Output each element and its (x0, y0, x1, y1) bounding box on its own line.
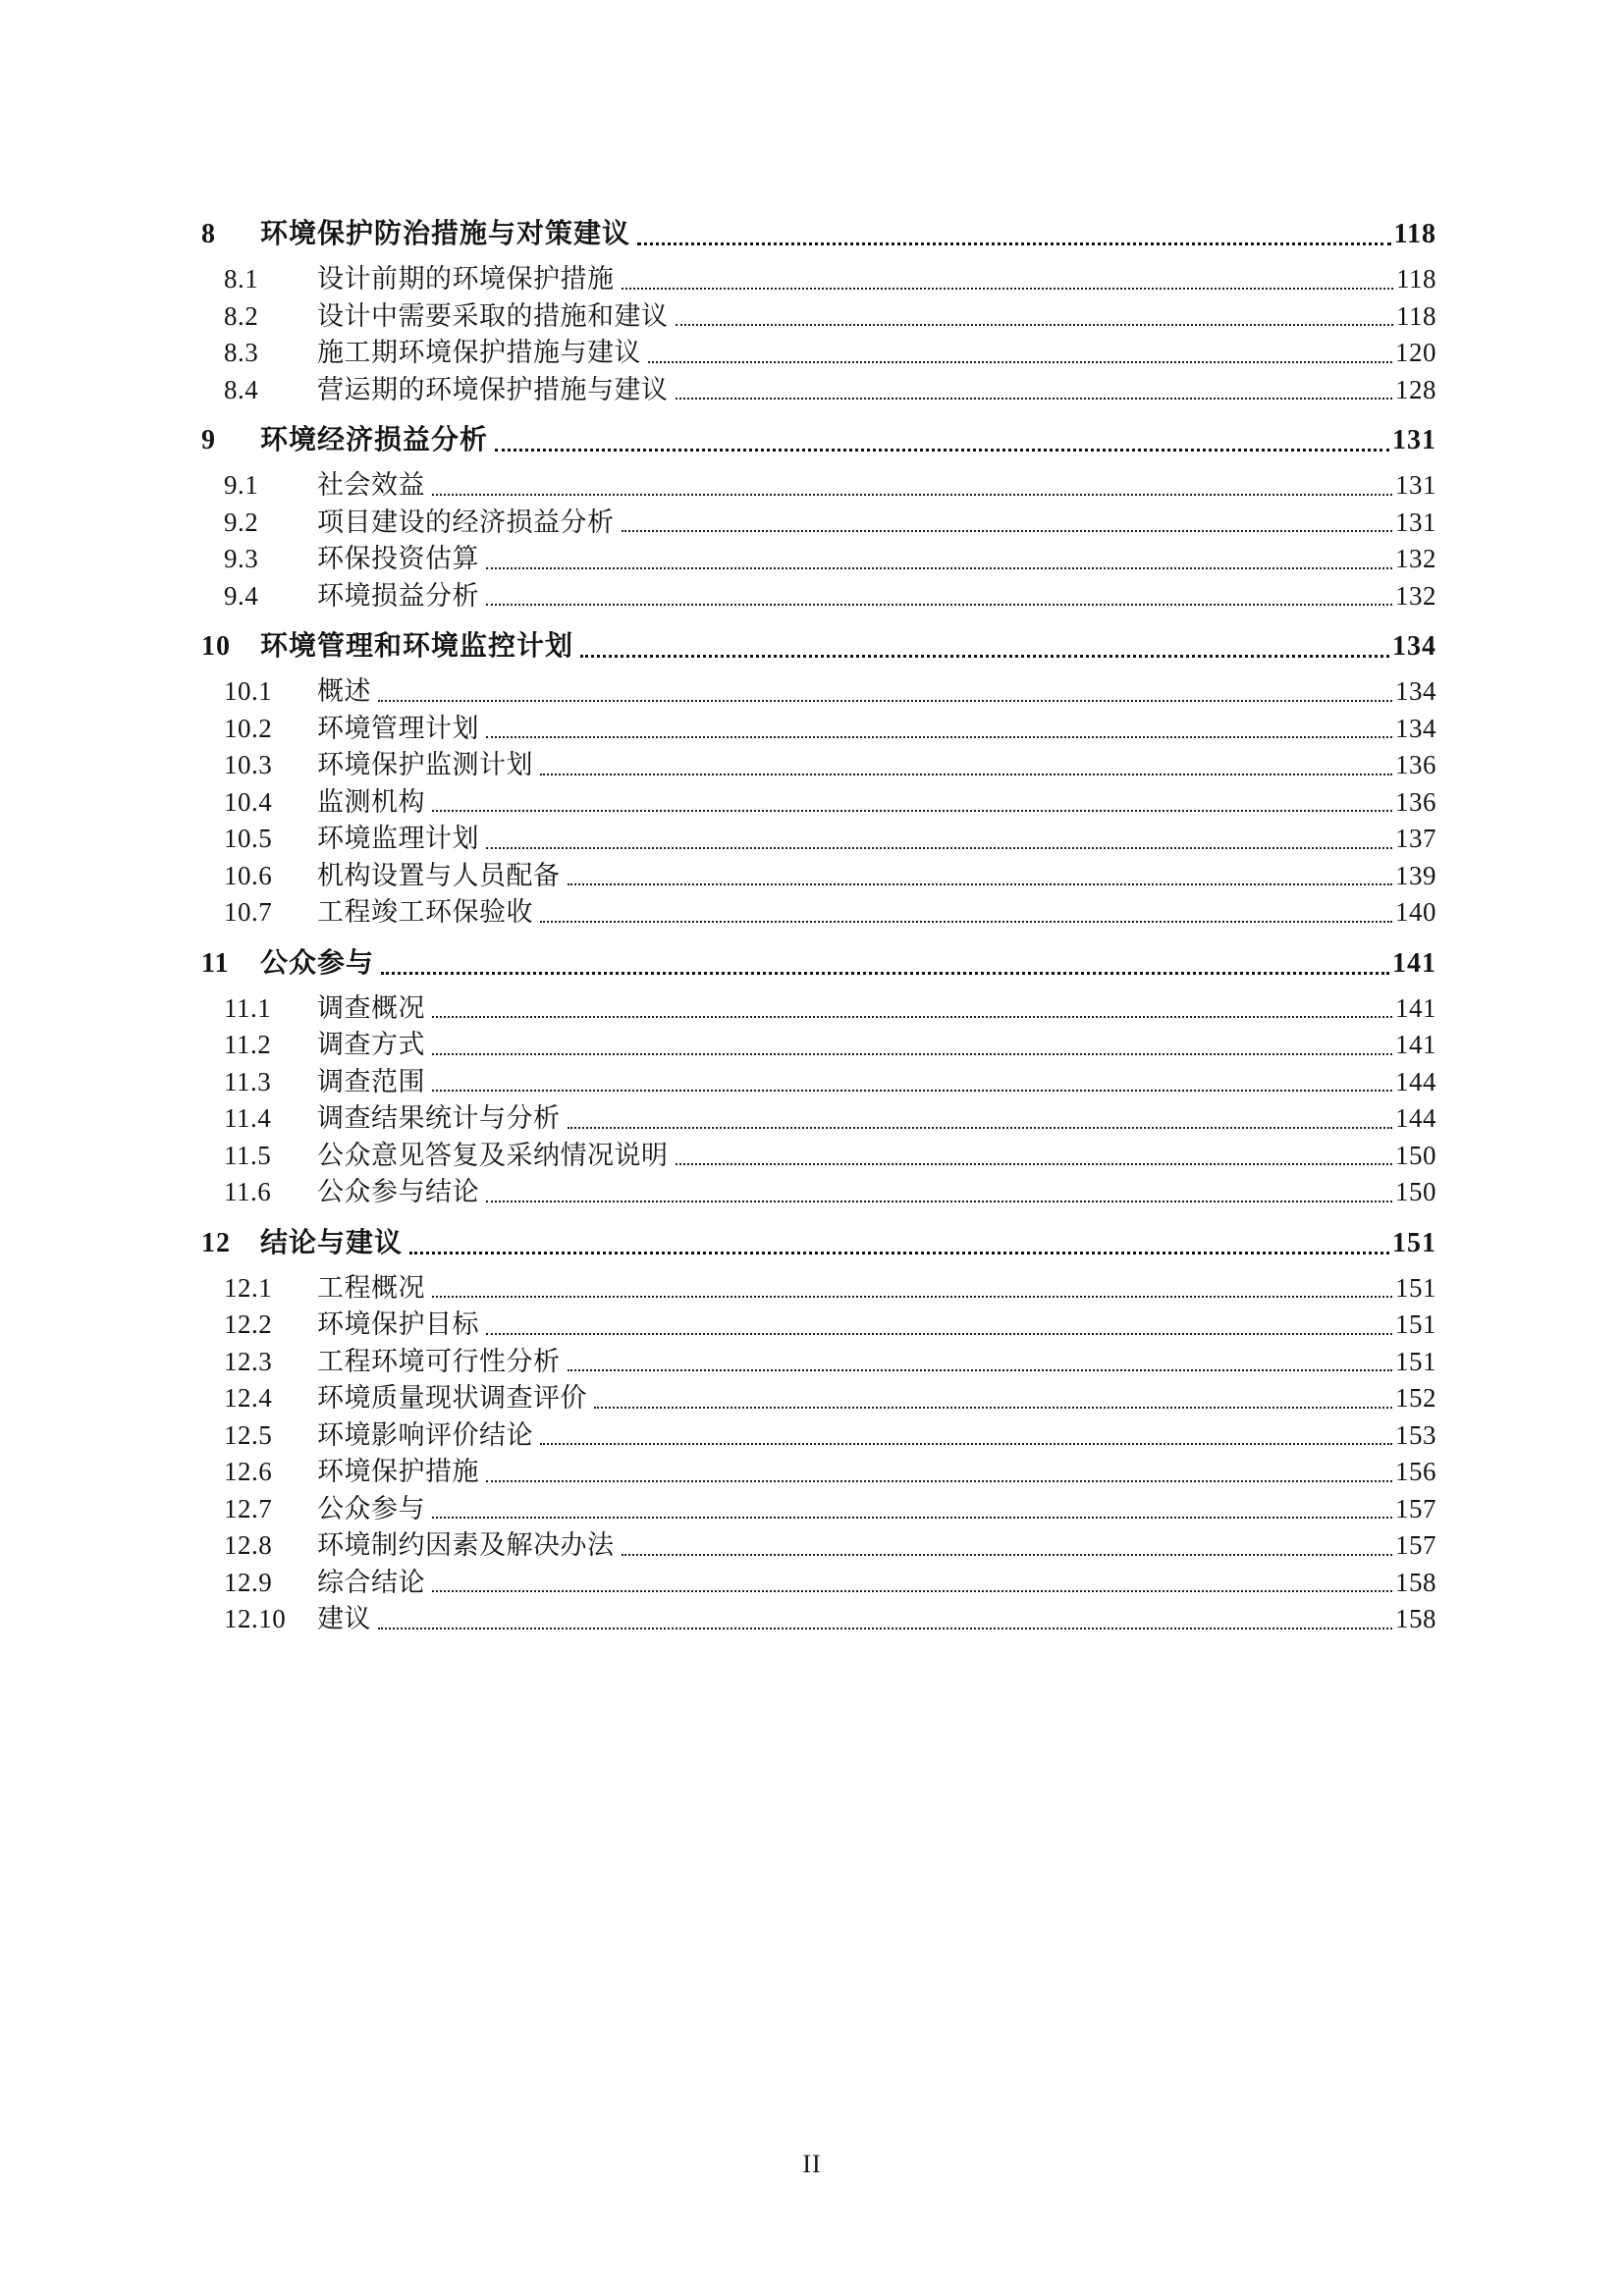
dot-leader (378, 700, 1392, 702)
toc-entry-number: 12.2 (224, 1309, 273, 1339)
toc-entry-title: 综合结论 (317, 1567, 425, 1597)
toc-chapter-row (201, 421, 1436, 460)
dot-leader (676, 1163, 1393, 1165)
toc-entry-title: 设计中需要采取的措施和建议 (317, 300, 669, 331)
toc-entry-page: 151 (1392, 1227, 1436, 1258)
toc-entry-page: 137 (1395, 824, 1436, 853)
dot-leader (432, 494, 1392, 496)
toc-entry-number: 11.3 (224, 1066, 272, 1096)
dot-leader (432, 810, 1392, 812)
toc-entry-number: 12 (201, 1227, 231, 1258)
toc-item-row (201, 541, 1436, 578)
toc-entry-page: 150 (1395, 1177, 1436, 1206)
toc-entry-page: 150 (1395, 1140, 1436, 1170)
toc-entry-title: 环境损益分析 (317, 580, 479, 611)
toc-chapter-row (201, 1224, 1436, 1263)
dot-leader (540, 1443, 1392, 1445)
toc-entry-title: 建议 (317, 1604, 371, 1633)
dot-leader (486, 604, 1392, 606)
toc-entry-number: 9.1 (224, 470, 259, 500)
toc-entry-title: 环境保护目标 (317, 1309, 479, 1339)
toc-entry-page: 131 (1395, 470, 1436, 500)
toc-entry-title: 环境经济损益分析 (260, 425, 489, 455)
toc-item-row (201, 858, 1436, 895)
toc-entry-title: 设计前期的环境保护措施 (317, 264, 615, 294)
toc-item-row (201, 711, 1436, 748)
toc-item-row (201, 1270, 1436, 1308)
toc-entry-page: 144 (1395, 1066, 1436, 1096)
toc-entry-page: 134 (1395, 713, 1436, 743)
toc-item-row (201, 1454, 1436, 1491)
toc-entry-number: 12.8 (224, 1530, 273, 1560)
toc-entry-page: 152 (1395, 1383, 1436, 1413)
toc-item-row (201, 1417, 1436, 1455)
toc-entry-page: 136 (1395, 786, 1436, 817)
toc-item-row (201, 747, 1436, 784)
toc-entry-title: 社会效益 (317, 470, 425, 500)
dot-leader (594, 1407, 1392, 1409)
table-of-contents (201, 202, 1436, 1638)
dot-leader (381, 972, 1389, 975)
toc-item-row (201, 673, 1436, 711)
dot-leader (568, 1369, 1393, 1371)
toc-entry-number: 10.2 (224, 713, 273, 743)
toc-entry-title: 环境影响评价结论 (317, 1419, 533, 1450)
toc-entry-title: 调查方式 (317, 1030, 425, 1059)
toc-entry-title: 公众参与结论 (317, 1177, 479, 1206)
toc-chapter-row (201, 944, 1436, 984)
toc-entry-page: 131 (1395, 507, 1436, 537)
footer-page-number: II (802, 2150, 822, 2178)
dot-leader (637, 242, 1391, 245)
toc-entry-page: 158 (1395, 1604, 1436, 1633)
toc-entry-title: 环境保护措施 (317, 1457, 479, 1486)
toc-item-row (201, 335, 1436, 372)
toc-entry-title: 施工期环境保护措施与建议 (317, 338, 641, 367)
toc-entry-page: 153 (1395, 1419, 1436, 1450)
toc-entry-title: 环境质量现状调查评价 (317, 1383, 587, 1413)
toc-entry-number: 12.5 (224, 1419, 273, 1450)
toc-entry-page: 151 (1395, 1346, 1436, 1376)
toc-entry-number: 8.4 (224, 374, 259, 404)
toc-entry-number: 12.4 (224, 1383, 273, 1413)
toc-entry-title: 环保投资估算 (317, 544, 479, 573)
toc-item-row (201, 1100, 1436, 1138)
toc-entry-page: 144 (1395, 1103, 1436, 1133)
toc-entry-number: 10 (201, 631, 231, 662)
dot-leader (409, 1252, 1389, 1255)
toc-entry-title: 环境监理计划 (317, 824, 479, 853)
toc-entry-page: 120 (1395, 338, 1436, 367)
toc-entry-number: 12.3 (224, 1346, 273, 1376)
toc-entry-title: 调查概况 (317, 992, 425, 1023)
toc-entry-page: 158 (1395, 1567, 1436, 1597)
toc-entry-title: 调查范围 (317, 1066, 425, 1096)
toc-entry-number: 9 (201, 425, 216, 455)
toc-item-row (201, 1064, 1436, 1101)
toc-entry-title: 环境保护防治措施与对策建议 (260, 219, 631, 249)
toc-item-row (201, 1307, 1436, 1344)
toc-entry-number: 8.2 (224, 300, 259, 331)
toc-entry-number: 9.3 (224, 544, 259, 573)
toc-entry-number: 12.9 (224, 1567, 273, 1597)
toc-entry-page: 151 (1395, 1272, 1436, 1303)
toc-entry-number: 8.1 (224, 264, 259, 294)
dot-leader (540, 774, 1392, 775)
dot-leader (495, 449, 1389, 452)
toc-entry-number: 8.3 (224, 338, 259, 367)
toc-entry-page: 128 (1395, 374, 1436, 404)
toc-entry-title: 调查结果统计与分析 (317, 1103, 561, 1133)
toc-entry-number: 10.4 (224, 786, 273, 817)
toc-entry-number: 11.5 (224, 1140, 272, 1170)
dot-leader (568, 1127, 1393, 1129)
toc-item-row (201, 1380, 1436, 1417)
toc-entry-page: 118 (1396, 300, 1436, 331)
dot-leader (432, 1296, 1392, 1298)
toc-entry-title: 工程竣工环保验收 (317, 897, 533, 927)
dot-leader (432, 1053, 1392, 1055)
toc-item-row (201, 372, 1436, 409)
toc-entry-page: 132 (1395, 580, 1436, 611)
toc-item-row (201, 1527, 1436, 1565)
toc-entry-title: 营运期的环境保护措施与建议 (317, 374, 669, 404)
toc-entry-title: 公众参与 (260, 947, 375, 979)
toc-item-row (201, 1491, 1436, 1528)
toc-entry-number: 10.7 (224, 897, 273, 927)
dot-leader (676, 324, 1394, 326)
toc-item-row (201, 1138, 1436, 1175)
toc-item-row (201, 1174, 1436, 1211)
dot-leader (432, 1016, 1392, 1018)
toc-entry-page: 156 (1395, 1457, 1436, 1486)
dot-leader (648, 361, 1392, 363)
toc-chapter-row (201, 627, 1436, 667)
toc-entry-page: 134 (1392, 631, 1436, 662)
toc-entry-number: 12.1 (224, 1272, 273, 1303)
toc-item-row (201, 505, 1436, 542)
dot-leader (622, 288, 1394, 290)
toc-entry-page: 136 (1395, 750, 1436, 779)
toc-item-row (201, 784, 1436, 822)
toc-entry-number: 11.4 (224, 1103, 272, 1133)
dot-leader (622, 530, 1393, 532)
dot-leader (486, 567, 1392, 569)
dot-leader (378, 1628, 1392, 1629)
toc-entry-page: 131 (1392, 425, 1436, 455)
dot-leader (432, 1090, 1392, 1092)
toc-entry-title: 机构设置与人员配备 (317, 860, 561, 890)
toc-entry-page: 157 (1395, 1530, 1436, 1560)
toc-entry-title: 环境保护监测计划 (317, 750, 533, 779)
dot-leader (676, 398, 1393, 400)
toc-entry-title: 结论与建议 (260, 1227, 404, 1258)
toc-entry-page: 151 (1395, 1309, 1436, 1339)
toc-entry-number: 10.3 (224, 750, 273, 779)
toc-entry-number: 11.6 (224, 1177, 272, 1206)
toc-entry-title: 项目建设的经济损益分析 (317, 507, 615, 537)
toc-entry-page: 157 (1395, 1493, 1436, 1523)
toc-entry-title: 公众参与 (317, 1493, 425, 1523)
toc-entry-number: 11.2 (224, 1030, 272, 1059)
toc-entry-page: 139 (1395, 860, 1436, 890)
toc-entry-title: 监测机构 (317, 786, 425, 817)
toc-entry-title: 环境管理计划 (317, 713, 479, 743)
toc-entry-title: 公众意见答复及采纳情况说明 (317, 1140, 669, 1170)
dot-leader (580, 655, 1389, 658)
toc-entry-number: 10.5 (224, 824, 273, 853)
dot-leader (540, 921, 1392, 923)
toc-entry-title: 工程概况 (317, 1272, 425, 1303)
toc-item-row (201, 1601, 1436, 1638)
dot-leader (486, 1480, 1392, 1482)
dot-leader (432, 1590, 1392, 1592)
toc-item-row (201, 990, 1436, 1028)
toc-item-row (201, 821, 1436, 858)
toc-entry-number: 9.4 (224, 580, 259, 611)
dot-leader (568, 883, 1393, 885)
toc-entry-number: 12.10 (224, 1604, 287, 1633)
toc-entry-number: 9.2 (224, 507, 259, 537)
dot-leader (486, 847, 1392, 849)
toc-item-row (201, 467, 1436, 505)
toc-entry-title: 环境制约因素及解决办法 (317, 1530, 615, 1560)
toc-entry-page: 140 (1395, 897, 1436, 927)
dot-leader (432, 1517, 1392, 1519)
dot-leader (486, 1333, 1392, 1335)
toc-entry-number: 8 (201, 219, 216, 249)
toc-entry-page: 118 (1396, 264, 1436, 294)
toc-entry-page: 141 (1395, 1030, 1436, 1059)
toc-entry-number: 10.6 (224, 860, 273, 890)
toc-item-row (201, 298, 1436, 336)
dot-leader (622, 1554, 1393, 1556)
toc-item-row (201, 894, 1436, 932)
toc-entry-page: 141 (1395, 992, 1436, 1023)
dot-leader (486, 1201, 1392, 1202)
toc-entry-title: 概述 (317, 676, 371, 706)
toc-entry-title: 环境管理和环境监控计划 (260, 631, 574, 662)
dot-leader (486, 736, 1392, 738)
toc-entry-page: 134 (1395, 676, 1436, 706)
toc-entry-number: 12.6 (224, 1457, 273, 1486)
toc-item-row (201, 578, 1436, 615)
toc-entry-number: 12.7 (224, 1493, 273, 1523)
toc-entry-number: 10.1 (224, 676, 273, 706)
toc-entry-page: 132 (1395, 544, 1436, 573)
toc-item-row (201, 1565, 1436, 1602)
toc-item-row (201, 261, 1436, 298)
toc-entry-title: 工程环境可行性分析 (317, 1346, 561, 1376)
toc-entry-page: 118 (1393, 219, 1436, 249)
toc-item-row (201, 1344, 1436, 1381)
toc-item-row (201, 1027, 1436, 1064)
toc-entry-page: 141 (1392, 947, 1436, 979)
toc-entry-number: 11 (201, 947, 230, 979)
toc-entry-number: 11.1 (224, 992, 272, 1023)
toc-chapter-row (201, 215, 1436, 254)
